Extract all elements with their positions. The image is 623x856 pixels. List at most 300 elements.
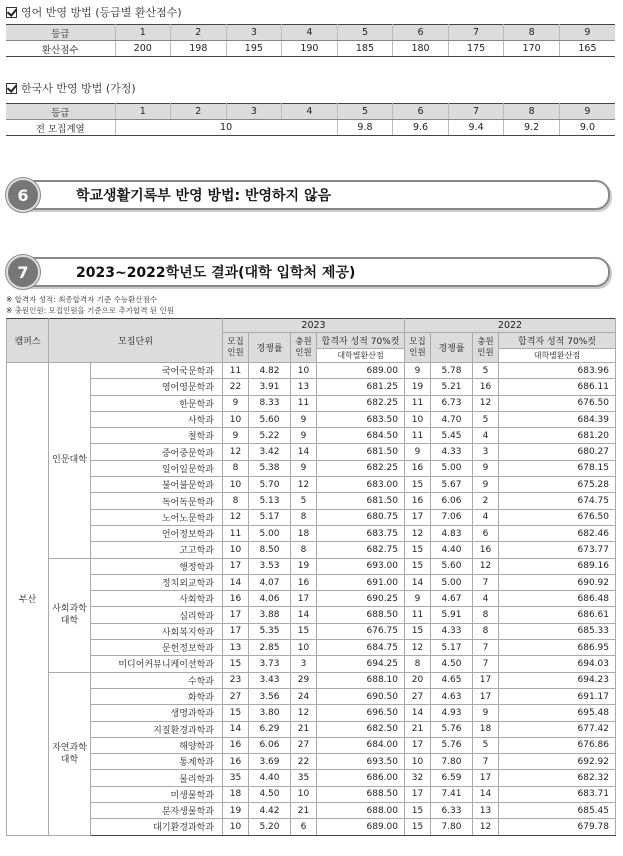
y2023-cut-score-cell: 683.50 (317, 411, 405, 427)
y2022-additional-cell: 7 (473, 754, 499, 770)
y2022-quota-cell: 15 (405, 623, 431, 639)
score-cell: 9.2 (504, 120, 560, 136)
y2022-cut-score-cell: 683.71 (499, 786, 616, 802)
y2023-additional-cell: 17 (291, 591, 317, 607)
y2023-rate-cell: 8.50 (249, 542, 291, 558)
y2023-additional-cell: 12 (291, 705, 317, 721)
department-cell: 중어중문학과 (91, 444, 223, 460)
y2023-cut-score-cell: 681.50 (317, 444, 405, 460)
y2022-cut-score-cell: 681.20 (499, 428, 616, 444)
y2022-quota-cell: 8 (405, 656, 431, 672)
y2023-additional-cell: 35 (291, 770, 317, 786)
y2022-additional-cell: 12 (473, 395, 499, 411)
y2022-additional-cell: 17 (473, 672, 499, 688)
y2022-additional-cell: 5 (473, 411, 499, 427)
section-number-badge: 7 (6, 255, 40, 289)
y2023-additional-cell: 9 (291, 428, 317, 444)
y2023-quota-cell: 19 (223, 803, 249, 819)
y2023-rate-cell: 6.29 (249, 721, 291, 737)
y2022-cut-score-cell: 676.50 (499, 395, 616, 411)
checkbox-icon (6, 83, 17, 94)
table-row (7, 819, 616, 835)
section-6-banner (6, 178, 610, 212)
section-7-banner (6, 255, 610, 289)
y2022-cut-score-cell: 686.61 (499, 607, 616, 623)
y2023-rate-cell: 3.69 (249, 754, 291, 770)
history-score-row (6, 120, 615, 136)
y2023-additional-cell: 10 (291, 640, 317, 656)
department-cell: 문헌정보학과 (91, 640, 223, 656)
y2023-cut-score-cell: 690.25 (317, 591, 405, 607)
y2023-rate-cell: 3.91 (249, 379, 291, 395)
y2023-rate-cell: 3.53 (249, 558, 291, 574)
y2022-rate-cell: 4.93 (431, 705, 473, 721)
table-row (7, 542, 616, 558)
department-cell: 지질환경과학과 (91, 721, 223, 737)
y2023-additional-cell: 6 (291, 819, 317, 835)
score-cell: 9.0 (559, 120, 615, 136)
y2022-additional-cell: 18 (473, 721, 499, 737)
header-rate: 경쟁률 (249, 333, 291, 363)
department-cell: 한문학과 (91, 395, 223, 411)
table-row (7, 460, 616, 476)
y2023-rate-cell: 4.40 (249, 770, 291, 786)
y2023-additional-cell: 24 (291, 688, 317, 704)
notes (6, 294, 174, 316)
y2022-cut-score-cell: 678.15 (499, 460, 616, 476)
y2022-additional-cell: 9 (473, 705, 499, 721)
header-cut-sub: 대학별환산점 (499, 349, 616, 363)
y2023-cut-score-cell: 696.50 (317, 705, 405, 721)
y2023-quota-cell: 16 (223, 754, 249, 770)
grade-cell: 3 (226, 25, 282, 41)
y2022-rate-cell: 5.91 (431, 607, 473, 623)
y2022-additional-cell: 2 (473, 493, 499, 509)
department-cell: 독어독문학과 (91, 493, 223, 509)
y2022-rate-cell: 6.33 (431, 803, 473, 819)
y2022-quota-cell: 17 (405, 786, 431, 802)
history-header-row (6, 104, 615, 120)
y2022-quota-cell: 15 (405, 477, 431, 493)
section-6-title: 학교생활기록부 반영 방법: 반영하지 않음 (76, 188, 332, 204)
y2022-additional-cell: 16 (473, 379, 499, 395)
y2023-rate-cell: 5.00 (249, 525, 291, 541)
y2023-cut-score-cell: 691.00 (317, 574, 405, 590)
department-cell: 사학과 (91, 411, 223, 427)
y2022-rate-cell: 6.59 (431, 770, 473, 786)
y2022-rate-cell: 5.78 (431, 363, 473, 379)
y2022-rate-cell: 4.70 (431, 411, 473, 427)
y2022-quota-cell: 17 (405, 737, 431, 753)
department-cell: 언어정보학과 (91, 525, 223, 541)
grade-cell: 4 (282, 104, 338, 120)
y2023-additional-cell: 22 (291, 754, 317, 770)
table-row (7, 672, 616, 688)
score-cell: 9.4 (448, 120, 504, 136)
y2022-cut-score-cell: 686.95 (499, 640, 616, 656)
y2022-rate-cell: 5.45 (431, 428, 473, 444)
y2023-quota-cell: 12 (223, 444, 249, 460)
y2023-rate-cell: 3.80 (249, 705, 291, 721)
header-quota: 모집 인원 (223, 333, 249, 363)
y2023-cut-score-cell: 693.00 (317, 558, 405, 574)
header-quota: 모집 인원 (405, 333, 431, 363)
y2023-rate-cell: 3.73 (249, 656, 291, 672)
table-row (7, 509, 616, 525)
y2022-additional-cell: 13 (473, 803, 499, 819)
y2023-additional-cell: 13 (291, 379, 317, 395)
y2022-additional-cell: 4 (473, 509, 499, 525)
y2022-cut-score-cell: 695.48 (499, 705, 616, 721)
y2022-additional-cell: 9 (473, 460, 499, 476)
y2023-additional-cell: 9 (291, 460, 317, 476)
department-cell: 심리학과 (91, 607, 223, 623)
y2022-additional-cell: 14 (473, 786, 499, 802)
y2022-rate-cell: 4.83 (431, 525, 473, 541)
y2023-additional-cell: 10 (291, 363, 317, 379)
table-row (7, 623, 616, 639)
y2023-rate-cell: 4.06 (249, 591, 291, 607)
y2023-rate-cell: 4.42 (249, 803, 291, 819)
grade-cell: 9 (559, 25, 615, 41)
table-row (7, 754, 616, 770)
y2022-cut-score-cell: 676.50 (499, 509, 616, 525)
grade-cell: 4 (282, 25, 338, 41)
y2023-quota-cell: 13 (223, 640, 249, 656)
y2022-rate-cell: 4.50 (431, 656, 473, 672)
english-score-row (6, 41, 615, 57)
y2022-quota-cell: 16 (405, 460, 431, 476)
department-cell: 통계학과 (91, 754, 223, 770)
y2022-rate-cell: 7.80 (431, 819, 473, 835)
y2022-quota-cell: 10 (405, 411, 431, 427)
y2023-cut-score-cell: 690.50 (317, 688, 405, 704)
department-cell: 생명과학과 (91, 705, 223, 721)
y2023-quota-cell: 16 (223, 591, 249, 607)
y2023-rate-cell: 6.06 (249, 737, 291, 753)
y2023-quota-cell: 14 (223, 721, 249, 737)
row-label: 전 모집계열 (6, 120, 115, 136)
y2023-rate-cell: 5.13 (249, 493, 291, 509)
table-row (7, 395, 616, 411)
y2023-cut-score-cell: 682.50 (317, 721, 405, 737)
y2022-quota-cell: 15 (405, 803, 431, 819)
y2022-quota-cell: 19 (405, 379, 431, 395)
score-cell: 9.8 (337, 120, 393, 136)
y2023-cut-score-cell: 688.10 (317, 672, 405, 688)
y2023-quota-cell: 16 (223, 737, 249, 753)
department-cell: 화학과 (91, 688, 223, 704)
y2022-additional-cell: 17 (473, 770, 499, 786)
campus-cell: 부산 (7, 363, 49, 836)
y2022-rate-cell: 4.65 (431, 672, 473, 688)
y2023-rate-cell: 5.60 (249, 411, 291, 427)
y2022-cut-score-cell: 685.33 (499, 623, 616, 639)
table-row (7, 803, 616, 819)
y2023-additional-cell: 9 (291, 411, 317, 427)
y2023-cut-score-cell: 689.00 (317, 363, 405, 379)
y2022-additional-cell: 7 (473, 574, 499, 590)
y2023-cut-score-cell: 682.25 (317, 460, 405, 476)
y2022-additional-cell: 9 (473, 477, 499, 493)
y2023-cut-score-cell: 688.50 (317, 786, 405, 802)
y2022-cut-score-cell: 682.32 (499, 770, 616, 786)
department-cell: 대기환경과학과 (91, 819, 223, 835)
y2023-additional-cell: 15 (291, 623, 317, 639)
score-cell: 165 (559, 41, 615, 57)
table-row (7, 574, 616, 590)
department-cell: 행정학과 (91, 558, 223, 574)
y2022-cut-score-cell: 686.48 (499, 591, 616, 607)
y2023-additional-cell: 8 (291, 509, 317, 525)
table-row (7, 411, 616, 427)
results-table (6, 318, 616, 836)
y2023-quota-cell: 9 (223, 428, 249, 444)
y2022-quota-cell: 14 (405, 574, 431, 590)
y2023-quota-cell: 14 (223, 574, 249, 590)
y2023-additional-cell: 18 (291, 525, 317, 541)
header-unit: 모집단위 (49, 319, 223, 363)
y2023-cut-score-cell: 683.00 (317, 477, 405, 493)
table-row (7, 721, 616, 737)
y2023-cut-score-cell: 681.50 (317, 493, 405, 509)
department-cell: 사회학과 (91, 591, 223, 607)
y2023-quota-cell: 22 (223, 379, 249, 395)
y2022-additional-cell: 6 (473, 525, 499, 541)
y2022-cut-score-cell: 694.03 (499, 656, 616, 672)
header-year-2023: 2023 (223, 319, 405, 333)
college-cell: 사회과학 대학 (49, 558, 91, 672)
table-row (7, 656, 616, 672)
y2022-rate-cell: 4.63 (431, 688, 473, 704)
english-header-row (6, 25, 615, 41)
header-label: 등급 (6, 104, 115, 120)
y2023-quota-cell: 11 (223, 363, 249, 379)
table-row (7, 786, 616, 802)
y2023-cut-score-cell: 680.75 (317, 509, 405, 525)
y2022-quota-cell: 15 (405, 542, 431, 558)
y2022-cut-score-cell: 689.16 (499, 558, 616, 574)
table-row (7, 428, 616, 444)
y2022-quota-cell: 32 (405, 770, 431, 786)
y2022-rate-cell: 7.06 (431, 509, 473, 525)
y2023-additional-cell: 21 (291, 803, 317, 819)
grade-cell: 2 (171, 104, 227, 120)
history-grade-table (6, 103, 615, 136)
y2023-rate-cell: 4.50 (249, 786, 291, 802)
table-row (7, 444, 616, 460)
department-cell: 고고학과 (91, 542, 223, 558)
y2022-rate-cell: 5.76 (431, 721, 473, 737)
y2023-additional-cell: 12 (291, 477, 317, 493)
grade-cell: 8 (504, 25, 560, 41)
y2022-rate-cell: 6.06 (431, 493, 473, 509)
y2023-cut-score-cell: 694.25 (317, 656, 405, 672)
y2023-rate-cell: 5.38 (249, 460, 291, 476)
grade-cell: 9 (559, 104, 615, 120)
y2022-additional-cell: 12 (473, 819, 499, 835)
score-cell: 185 (337, 41, 393, 57)
y2022-rate-cell: 5.00 (431, 574, 473, 590)
table-row (7, 737, 616, 753)
y2022-cut-score-cell: 685.45 (499, 803, 616, 819)
y2023-cut-score-cell: 689.00 (317, 819, 405, 835)
y2022-quota-cell: 14 (405, 705, 431, 721)
english-method-title: 영어 반영 방법 (등급별 환산점수) (21, 6, 182, 19)
y2022-quota-cell: 21 (405, 721, 431, 737)
y2022-rate-cell: 5.60 (431, 558, 473, 574)
table-row (7, 477, 616, 493)
y2023-quota-cell: 10 (223, 411, 249, 427)
department-cell: 정치외교학과 (91, 574, 223, 590)
y2022-quota-cell: 27 (405, 688, 431, 704)
table-row (7, 363, 616, 379)
table-row (7, 591, 616, 607)
department-cell: 사회복지학과 (91, 623, 223, 639)
y2023-rate-cell: 5.70 (249, 477, 291, 493)
y2022-quota-cell: 9 (405, 363, 431, 379)
y2023-cut-score-cell: 681.25 (317, 379, 405, 395)
header-cut: 합격자 성적 70%컷 (499, 333, 616, 349)
y2022-rate-cell: 5.00 (431, 460, 473, 476)
y2022-quota-cell: 20 (405, 672, 431, 688)
y2023-quota-cell: 11 (223, 525, 249, 541)
y2022-cut-score-cell: 686.11 (499, 379, 616, 395)
y2023-rate-cell: 2.85 (249, 640, 291, 656)
header-cut: 합격자 성적 70%컷 (317, 333, 405, 349)
note-1: ※ 합격자 성적: 최종합격자 기준 수능환산점수 (6, 295, 158, 304)
grade-cell: 1 (115, 104, 171, 120)
y2022-additional-cell: 16 (473, 542, 499, 558)
y2022-additional-cell: 5 (473, 363, 499, 379)
y2023-cut-score-cell: 682.75 (317, 542, 405, 558)
english-grade-table (6, 24, 615, 57)
grade-cell: 5 (337, 104, 393, 120)
table-row (7, 493, 616, 509)
y2023-quota-cell: 8 (223, 493, 249, 509)
y2022-rate-cell: 4.33 (431, 444, 473, 460)
y2023-rate-cell: 5.20 (249, 819, 291, 835)
header-year-2022: 2022 (405, 319, 616, 333)
y2023-quota-cell: 27 (223, 688, 249, 704)
y2022-rate-cell: 7.41 (431, 786, 473, 802)
y2023-additional-cell: 27 (291, 737, 317, 753)
history-method-heading (6, 80, 136, 96)
y2023-rate-cell: 3.56 (249, 688, 291, 704)
y2023-cut-score-cell: 688.00 (317, 803, 405, 819)
y2022-cut-score-cell: 679.78 (499, 819, 616, 835)
y2023-additional-cell: 11 (291, 395, 317, 411)
y2022-cut-score-cell: 682.46 (499, 525, 616, 541)
y2022-cut-score-cell: 675.28 (499, 477, 616, 493)
y2022-cut-score-cell: 674.75 (499, 493, 616, 509)
y2022-cut-score-cell: 690.92 (499, 574, 616, 590)
y2023-additional-cell: 3 (291, 656, 317, 672)
y2023-quota-cell: 10 (223, 477, 249, 493)
y2022-quota-cell: 11 (405, 428, 431, 444)
score-cell: 195 (226, 41, 282, 57)
department-cell: 노어노문학과 (91, 509, 223, 525)
y2022-additional-cell: 4 (473, 428, 499, 444)
y2022-quota-cell: 9 (405, 591, 431, 607)
y2022-rate-cell: 5.21 (431, 379, 473, 395)
y2022-quota-cell: 12 (405, 525, 431, 541)
table-row (7, 558, 616, 574)
row-label: 환산점수 (6, 41, 115, 57)
y2023-quota-cell: 17 (223, 623, 249, 639)
table-row (7, 640, 616, 656)
header-label: 등급 (6, 25, 115, 41)
y2022-cut-score-cell: 676.86 (499, 737, 616, 753)
header-additional: 충원 인원 (291, 333, 317, 363)
grade-cell: 6 (393, 25, 449, 41)
department-cell: 미생물학과 (91, 786, 223, 802)
y2023-cut-score-cell: 683.75 (317, 525, 405, 541)
department-cell: 물리학과 (91, 770, 223, 786)
department-cell: 일어일문학과 (91, 460, 223, 476)
header-additional: 충원 인원 (473, 333, 499, 363)
table-row (7, 705, 616, 721)
y2023-quota-cell: 15 (223, 656, 249, 672)
college-cell: 인문대학 (49, 363, 91, 559)
y2023-additional-cell: 10 (291, 786, 317, 802)
y2023-quota-cell: 23 (223, 672, 249, 688)
department-cell: 분자생물학과 (91, 803, 223, 819)
y2022-additional-cell: 3 (473, 444, 499, 460)
y2023-additional-cell: 14 (291, 444, 317, 460)
y2022-additional-cell: 17 (473, 688, 499, 704)
y2023-cut-score-cell: 684.75 (317, 640, 405, 656)
grade-cell: 8 (504, 104, 560, 120)
score-cell: 9.6 (393, 120, 449, 136)
department-cell: 불어불문학과 (91, 477, 223, 493)
y2022-additional-cell: 7 (473, 640, 499, 656)
header-cut-sub: 대학별환산점 (317, 349, 405, 363)
y2022-quota-cell: 15 (405, 819, 431, 835)
checkbox-icon (6, 7, 17, 18)
y2022-additional-cell: 8 (473, 623, 499, 639)
department-cell: 해양학과 (91, 737, 223, 753)
y2023-rate-cell: 4.82 (249, 363, 291, 379)
english-method-heading (6, 4, 182, 20)
y2022-cut-score-cell: 673.77 (499, 542, 616, 558)
grade-cell: 3 (226, 104, 282, 120)
y2022-cut-score-cell: 680.27 (499, 444, 616, 460)
section-7-title: 2023~2022학년도 결과(대학 입학처 제공) (76, 265, 356, 281)
y2023-rate-cell: 5.22 (249, 428, 291, 444)
y2023-quota-cell: 18 (223, 786, 249, 802)
y2022-cut-score-cell: 677.42 (499, 721, 616, 737)
score-cell: 198 (171, 41, 227, 57)
y2022-quota-cell: 9 (405, 444, 431, 460)
y2023-cut-score-cell: 693.50 (317, 754, 405, 770)
y2023-quota-cell: 15 (223, 705, 249, 721)
department-cell: 미디어커뮤니케이션학과 (91, 656, 223, 672)
y2022-cut-score-cell: 691.17 (499, 688, 616, 704)
y2022-rate-cell: 5.17 (431, 640, 473, 656)
y2022-cut-score-cell: 694.23 (499, 672, 616, 688)
y2023-quota-cell: 8 (223, 460, 249, 476)
y2023-cut-score-cell: 688.50 (317, 607, 405, 623)
y2023-cut-score-cell: 684.50 (317, 428, 405, 444)
y2022-additional-cell: 5 (473, 737, 499, 753)
y2022-additional-cell: 7 (473, 656, 499, 672)
table-row (7, 379, 616, 395)
table-row (7, 770, 616, 786)
y2023-rate-cell: 3.42 (249, 444, 291, 460)
y2022-quota-cell: 16 (405, 493, 431, 509)
grade-cell: 5 (337, 25, 393, 41)
